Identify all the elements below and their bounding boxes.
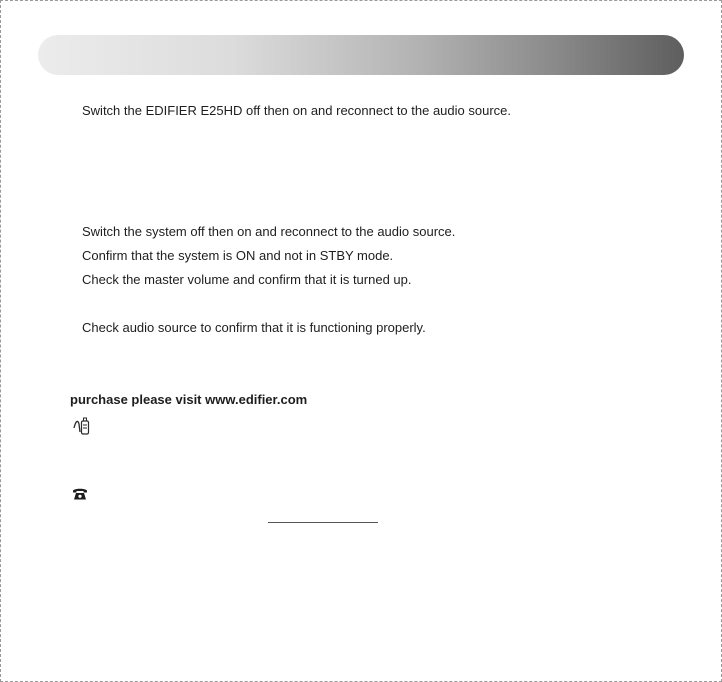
phone-icon — [72, 487, 88, 501]
troubleshooting-line-1: Switch the EDIFIER E25HD off then on and reconnect to the audio source. — [82, 103, 512, 118]
troubleshooting-line-5: Check audio source to confirm that it is functioning properly. — [82, 320, 426, 335]
purchase-info-text: purchase please visit www.edifier.com — [70, 392, 308, 407]
section-header-bar — [38, 35, 684, 75]
troubleshooting-line-3: Confirm that the system is ON and not in STBY mode. — [82, 248, 394, 263]
troubleshooting-line-4: Check the master volume and confirm that it is turned up. — [82, 272, 412, 287]
troubleshooting-line-2: Switch the system off then on and reconnect to the audio source. — [82, 224, 456, 239]
fax-icon — [72, 416, 92, 436]
underline-rule — [268, 522, 378, 523]
